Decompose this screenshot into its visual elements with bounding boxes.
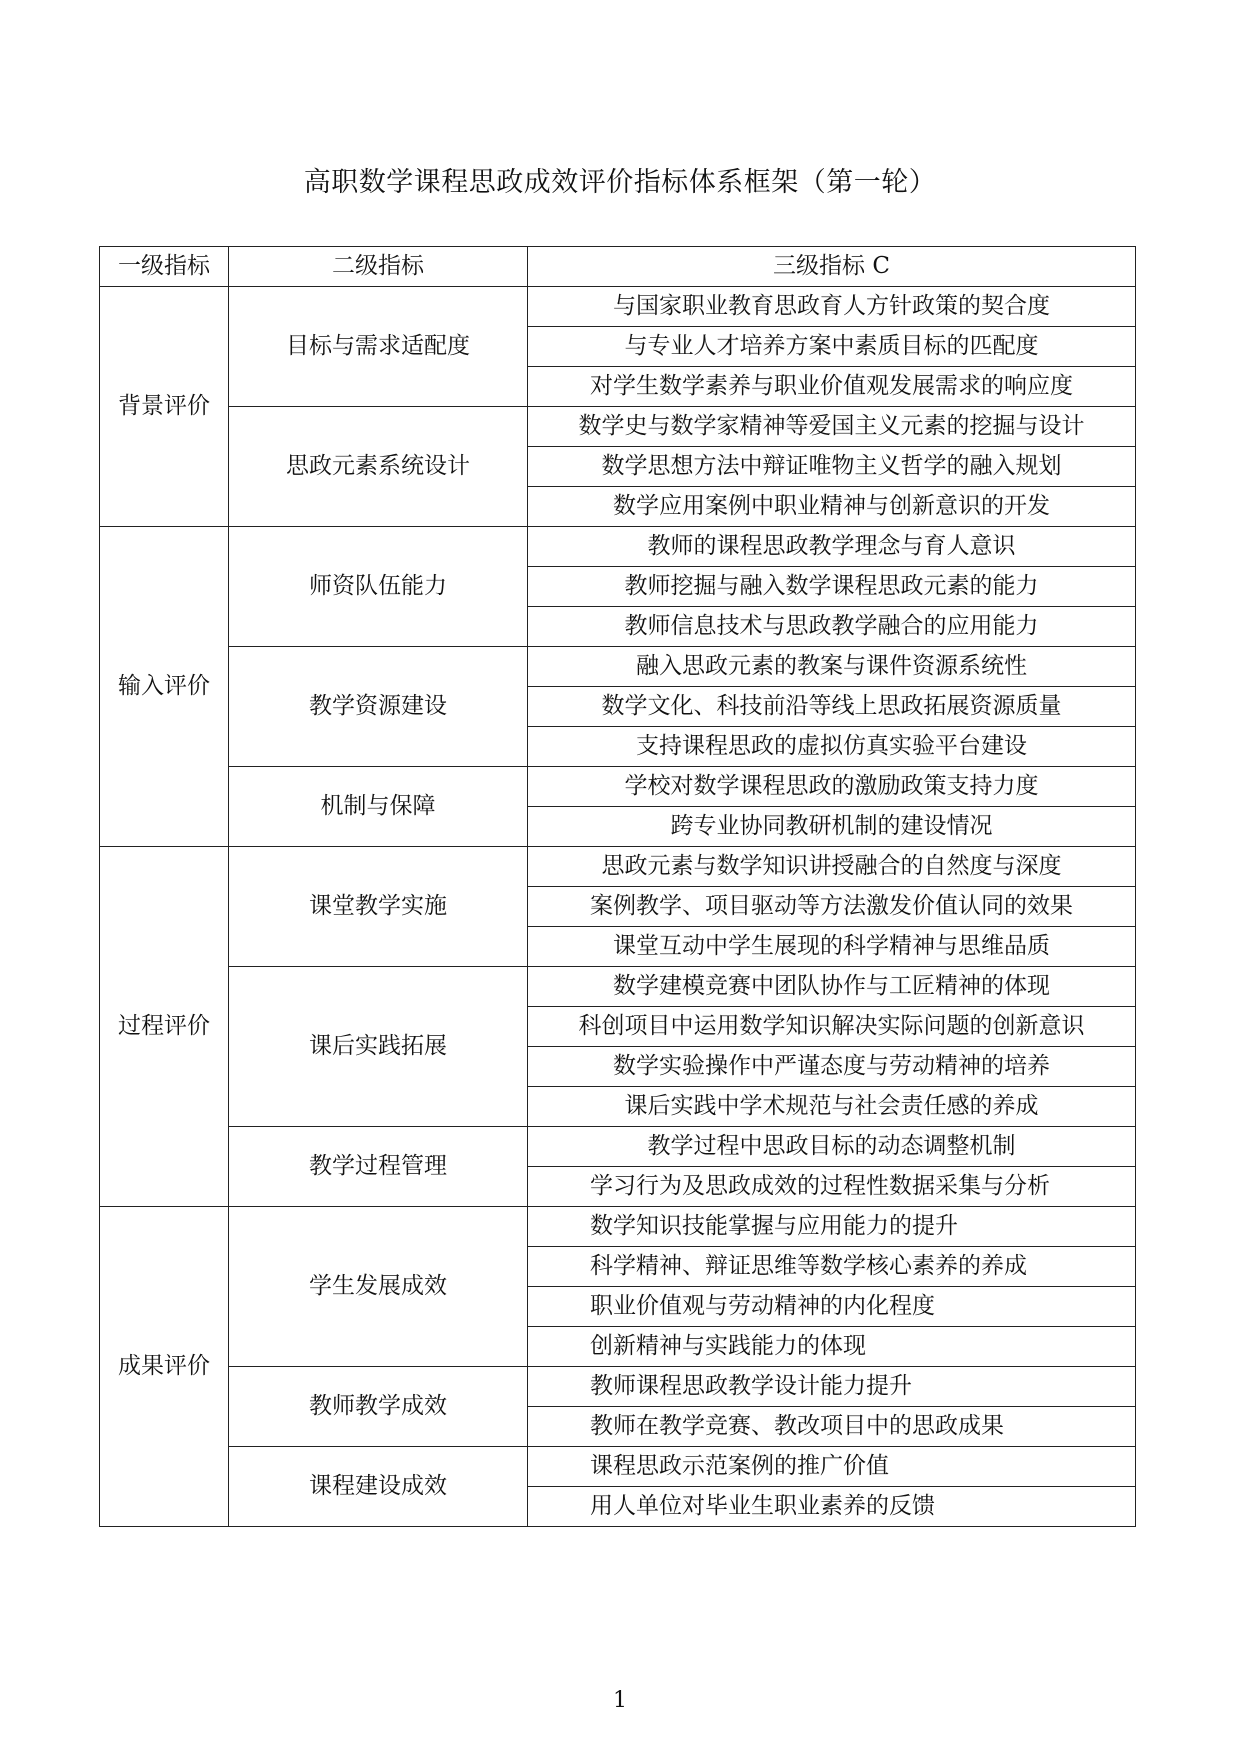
table-row [100,647,1136,687]
level3-cell: 教师的课程思政教学理念与育人意识 [528,527,1136,567]
level2-cell: 教学过程管理 [229,1127,528,1207]
level2-cell: 学生发展成效 [229,1207,528,1367]
level1-cell: 背景评价 [100,287,229,527]
table-row [100,527,1136,567]
level3-cell: 教学过程中思政目标的动态调整机制 [528,1127,1136,1167]
level3-cell: 创新精神与实践能力的体现 [528,1327,1136,1367]
level3-cell: 教师课程思政教学设计能力提升 [528,1367,1136,1407]
level3-cell: 对学生数学素养与职业价值观发展需求的响应度 [528,367,1136,407]
level3-cell: 案例教学、项目驱动等方法激发价值认同的效果 [528,887,1136,927]
table-row [100,407,1136,447]
level2-cell: 师资队伍能力 [229,527,528,647]
page-number: 1 [613,1688,627,1713]
level3-cell: 课堂互动中学生展现的科学精神与思维品质 [528,927,1136,967]
level2-cell: 机制与保障 [229,767,528,847]
level3-cell: 学校对数学课程思政的激励政策支持力度 [528,767,1136,807]
level3-cell: 教师信息技术与思政教学融合的应用能力 [528,607,1136,647]
level2-cell: 教学资源建设 [229,647,528,767]
level3-cell: 数学思想方法中辩证唯物主义哲学的融入规划 [528,447,1136,487]
level1-cell: 输入评价 [100,527,229,847]
level3-cell: 数学知识技能掌握与应用能力的提升 [528,1207,1136,1247]
level2-cell: 目标与需求适配度 [229,287,528,407]
level3-cell: 职业价值观与劳动精神的内化程度 [528,1287,1136,1327]
header-level2: 二级指标 [229,247,528,287]
level3-cell: 与专业人才培养方案中素质目标的匹配度 [528,327,1136,367]
document-title: 高职数学课程思政成效评价指标体系框架（第一轮） [303,167,937,198]
level3-cell: 融入思政元素的教案与课件资源系统性 [528,647,1136,687]
table-row [100,1207,1136,1247]
level3-cell: 与国家职业教育思政育人方针政策的契合度 [528,287,1136,327]
table-row [100,287,1136,327]
level3-cell: 思政元素与数学知识讲授融合的自然度与深度 [528,847,1136,887]
level2-cell: 思政元素系统设计 [229,407,528,527]
level3-cell: 课后实践中学术规范与社会责任感的养成 [528,1087,1136,1127]
level3-cell: 课程思政示范案例的推广价值 [528,1447,1136,1487]
level1-cell: 过程评价 [100,847,229,1207]
table-header-row [100,247,1136,287]
table-row [100,1127,1136,1167]
header-level1: 一级指标 [100,247,229,287]
level3-cell: 科学精神、辩证思维等数学核心素养的养成 [528,1247,1136,1287]
table-row [100,1447,1136,1487]
level3-cell: 数学实验操作中严谨态度与劳动精神的培养 [528,1047,1136,1087]
level1-cell: 成果评价 [100,1207,229,1527]
level3-cell: 数学史与数学家精神等爱国主义元素的挖掘与设计 [528,407,1136,447]
header-level3: 三级指标 C [528,247,1136,287]
level3-cell: 用人单位对毕业生职业素养的反馈 [528,1487,1136,1527]
level3-cell: 科创项目中运用数学知识解决实际问题的创新意识 [528,1007,1136,1047]
table-body [100,287,1136,1527]
level2-cell: 教师教学成效 [229,1367,528,1447]
level3-cell: 学习行为及思政成效的过程性数据采集与分析 [528,1167,1136,1207]
indicator-table [99,246,1136,1527]
level3-cell: 教师在教学竞赛、教改项目中的思政成果 [528,1407,1136,1447]
level3-cell: 跨专业协同教研机制的建设情况 [528,807,1136,847]
level2-cell: 课后实践拓展 [229,967,528,1127]
level2-cell: 课堂教学实施 [229,847,528,967]
level3-cell: 支持课程思政的虚拟仿真实验平台建设 [528,727,1136,767]
table-row [100,1367,1136,1407]
table-row [100,847,1136,887]
level3-cell: 数学文化、科技前沿等线上思政拓展资源质量 [528,687,1136,727]
table-row [100,767,1136,807]
level2-cell: 课程建设成效 [229,1447,528,1527]
level3-cell: 数学应用案例中职业精神与创新意识的开发 [528,487,1136,527]
level3-cell: 教师挖掘与融入数学课程思政元素的能力 [528,567,1136,607]
level3-cell: 数学建模竞赛中团队协作与工匠精神的体现 [528,967,1136,1007]
table-row [100,967,1136,1007]
